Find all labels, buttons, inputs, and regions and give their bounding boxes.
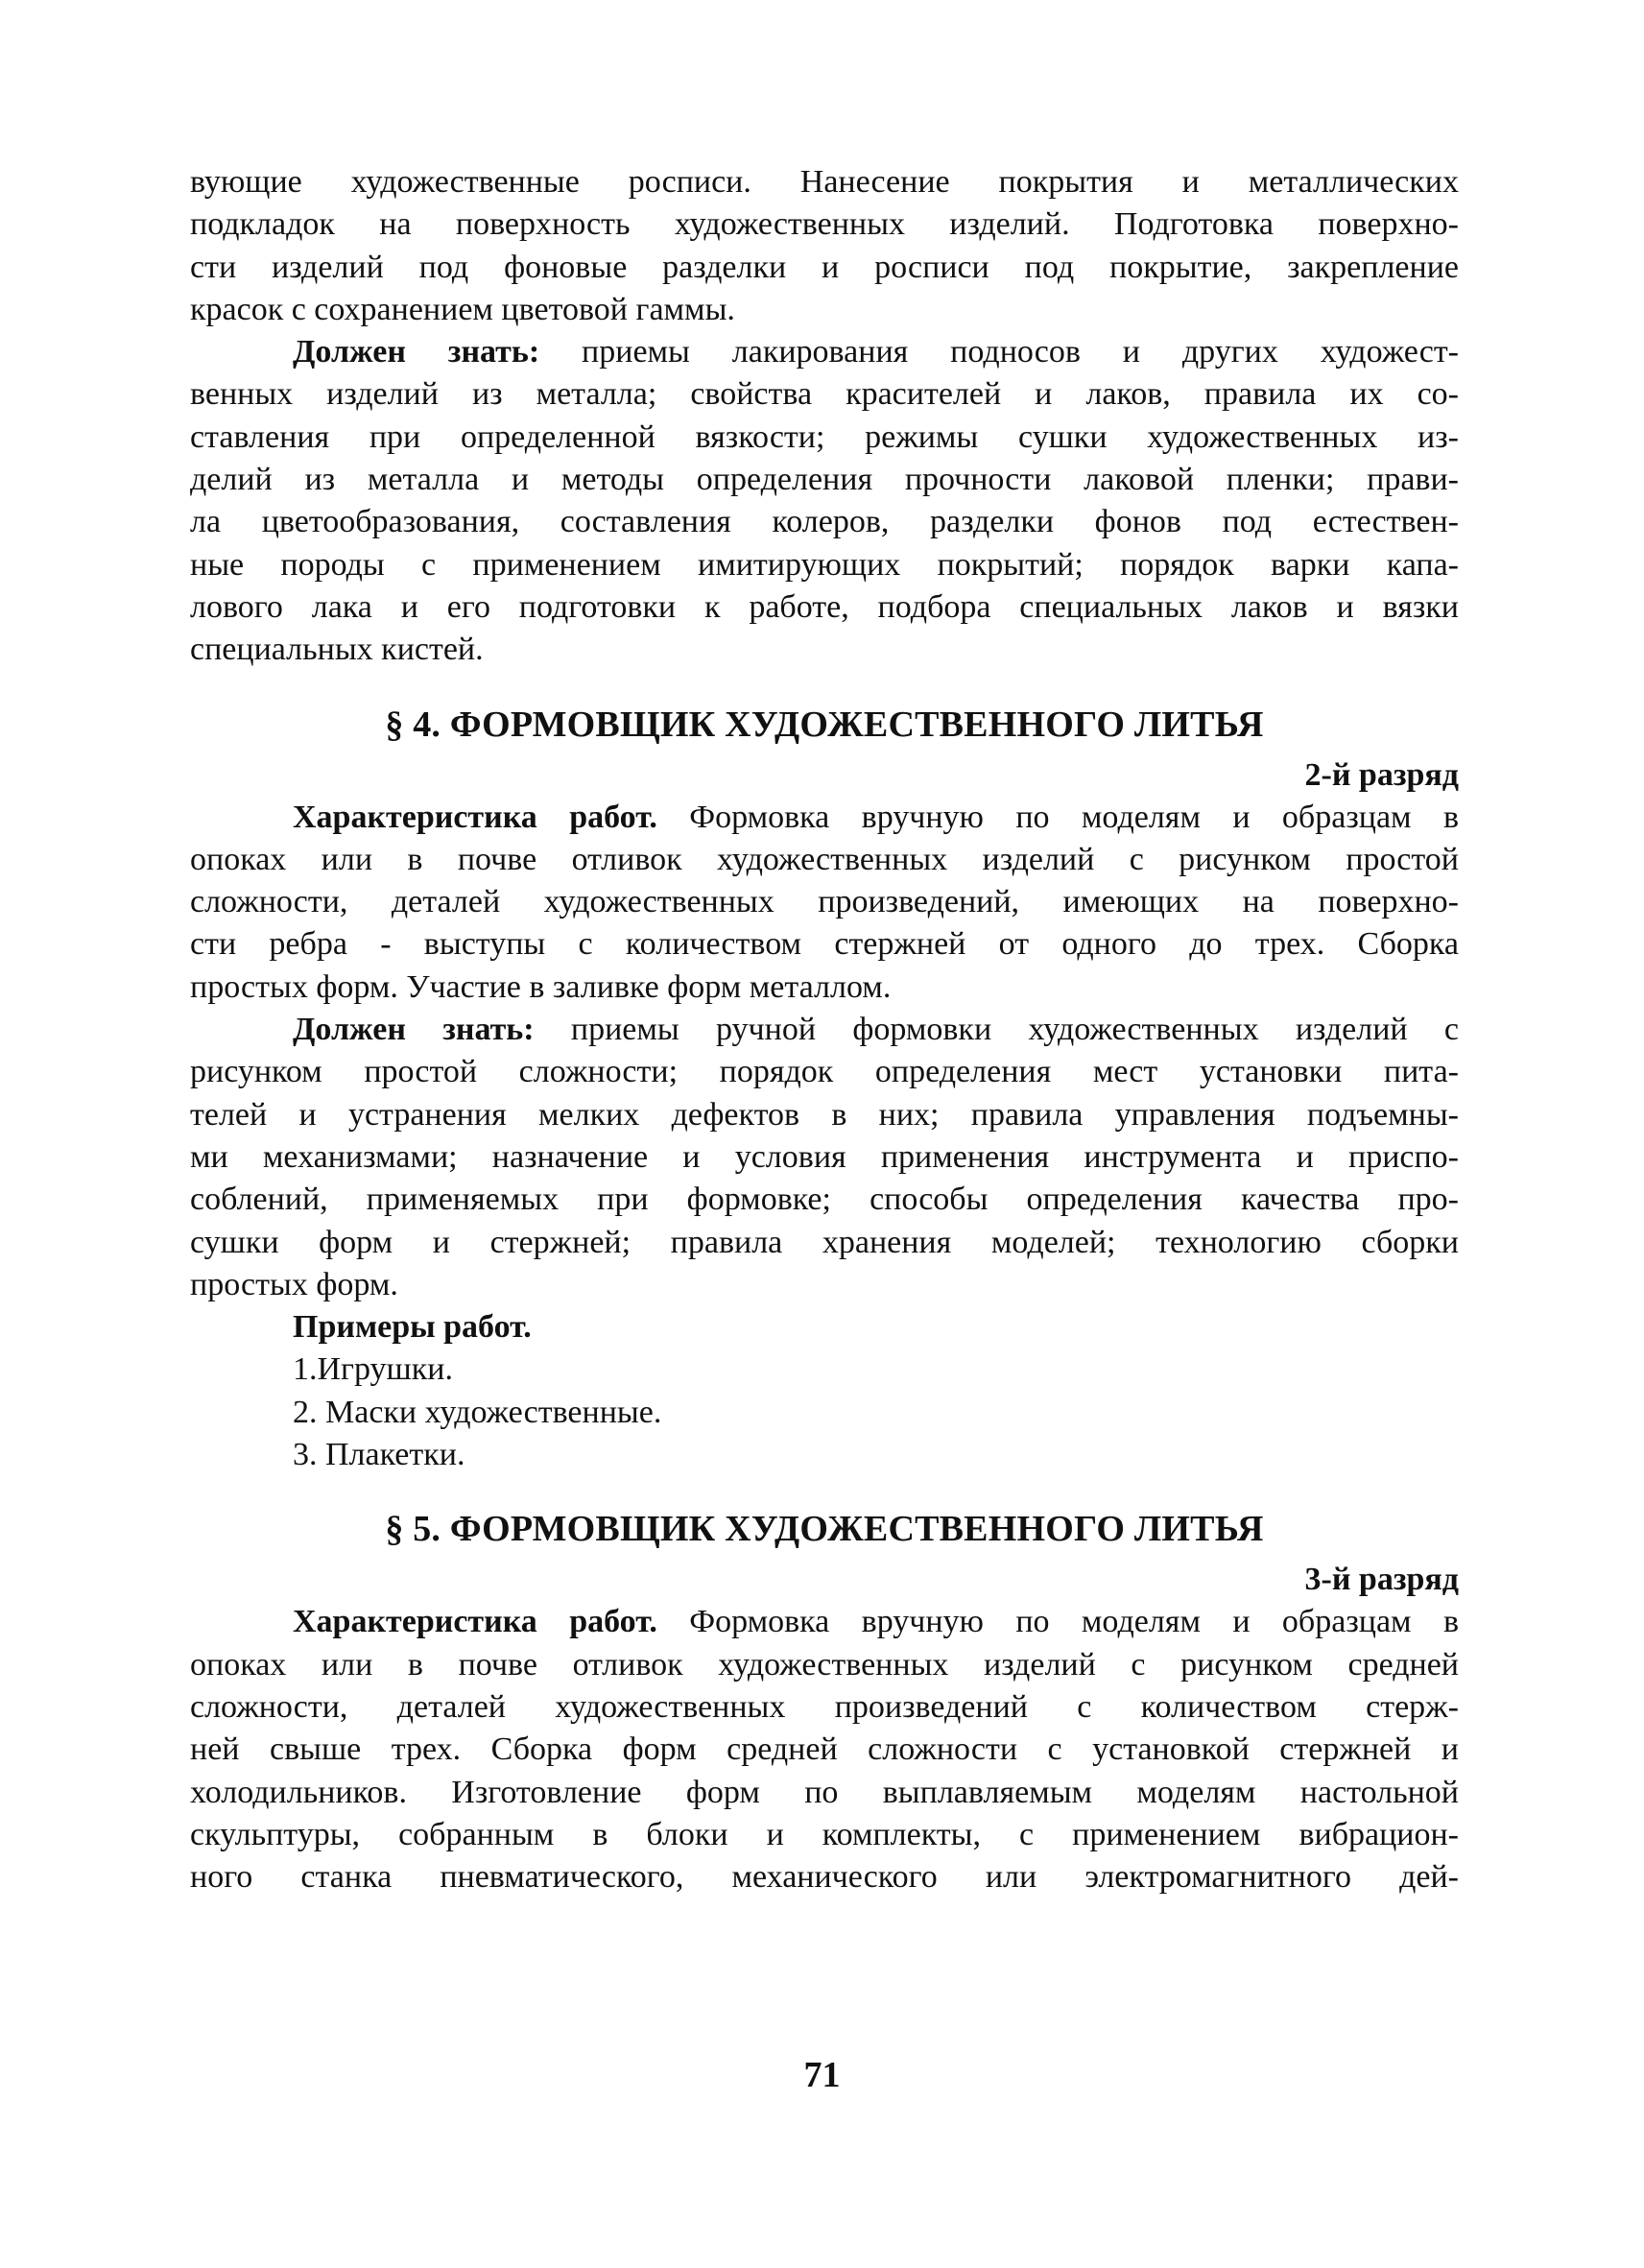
text-line: скульптуры, собранным в блоки и комплекты, с применением вибрацион- xyxy=(190,1816,1459,1852)
characteristic-label: Характеристика работ. xyxy=(293,799,657,835)
text-line: специальных кистей. xyxy=(190,632,484,668)
text-line: сти ребра - выступы с количеством стержней от одного до трех. Сборка xyxy=(190,926,1459,963)
example-item: 2. Маски художественные. xyxy=(293,1394,662,1430)
text-run: Формовка вручную по моделям и образцам в xyxy=(656,1604,1459,1640)
text-line: опоках или в почве отливок художественных изделий с рисунком простой xyxy=(190,841,1459,877)
text-line: простых форм. Участие в заливке форм металлом. xyxy=(190,968,892,1005)
text-line xyxy=(190,1601,1459,1643)
intro-paragraph xyxy=(190,161,1459,331)
must-know-paragraph xyxy=(190,331,1459,671)
text-line: делий из металла и методы определения прочности лаковой пленки; прави- xyxy=(190,462,1459,498)
text-line: ного станка пневматического, механического или электромагнитного дей- xyxy=(190,1859,1459,1896)
text-line xyxy=(190,1009,1459,1051)
must-know-label: Должен знать: xyxy=(293,334,540,370)
text-line: сти изделий под фоновые разделки и росписи под покрытие, закрепление xyxy=(190,249,1459,285)
text-line: лового лака и его подготовки к работе, подбора специальных лаков и вязки xyxy=(190,588,1459,625)
text-run: приемы лакирования подносов и других художест- xyxy=(539,334,1459,370)
text-line: подкладок на поверхность художественных изделий. Подготовка поверхно- xyxy=(190,206,1459,243)
section-4-grade: 2-й разряд xyxy=(1304,756,1459,793)
example-item: 1.Игрушки. xyxy=(293,1351,453,1388)
document-page xyxy=(190,161,1459,1898)
text-line: рисунком простой сложности; порядок определения мест установки пита- xyxy=(190,1054,1459,1090)
text-line: ставления при определенной вязкости; режимы сушки художественных из- xyxy=(190,418,1459,455)
text-line: ми механизмами; назначение и условия применения инструмента и приспо- xyxy=(190,1138,1459,1175)
section-4-heading: § 4. ФОРМОВЩИК ХУДОЖЕСТВЕННОГО ЛИТЬЯ xyxy=(385,704,1264,745)
text-line: венных изделий из металла; свойства красителей и лаков, правила их со- xyxy=(190,376,1459,413)
text-line: ла цветообразования, составления колеров, разделки фонов под естествен- xyxy=(190,504,1459,540)
text-line: вующие художественные росписи. Нанесение покрытия и металлических xyxy=(190,164,1459,200)
section-5-characteristic xyxy=(190,1601,1459,1898)
text-line: телей и устранения мелких дефектов в них; правила управления подъемны- xyxy=(190,1096,1459,1133)
text-line: сложности, деталей художественных произведений с количеством стерж- xyxy=(190,1688,1459,1725)
text-line: ные породы с применением имитирующих покрытий; порядок варки капа- xyxy=(190,546,1459,583)
section-4-must-know xyxy=(190,1009,1459,1306)
text-run: Формовка вручную по моделям и образцам в xyxy=(656,799,1459,835)
text-line: соблений, применяемых при формовке; способы определения качества про- xyxy=(190,1182,1459,1218)
examples-label: Примеры работ. xyxy=(293,1309,532,1346)
section-4-characteristic xyxy=(190,797,1459,1009)
text-line: красок с сохранением цветовой гаммы. xyxy=(190,291,735,327)
section-5-heading: § 5. ФОРМОВЩИК ХУДОЖЕСТВЕННОГО ЛИТЬЯ xyxy=(385,1509,1264,1550)
characteristic-label: Характеристика работ. xyxy=(293,1604,657,1640)
must-know-label: Должен знать: xyxy=(293,1012,535,1048)
text-line: сушки форм и стержней; правила хранения моделей; технологию сборки xyxy=(190,1224,1459,1260)
text-line xyxy=(190,797,1459,839)
text-line: холодильников. Изготовление форм по выплавляемым моделям настольной xyxy=(190,1774,1459,1810)
text-line: ней свыше трех. Сборка форм средней сложности с установкой стержней и xyxy=(190,1731,1459,1768)
page-number: 71 xyxy=(803,2055,841,2095)
text-line: простых форм. xyxy=(190,1266,398,1302)
section-5-grade: 3-й разряд xyxy=(1304,1562,1459,1598)
text-line: сложности, деталей художественных произведений, имеющих на поверхно- xyxy=(190,884,1459,920)
text-line: опоках или в почве отливок художественных изделий с рисунком средней xyxy=(190,1646,1459,1683)
text-line xyxy=(190,331,1459,373)
text-run: приемы ручной формовки художественных изделий с xyxy=(534,1012,1460,1048)
example-item: 3. Плакетки. xyxy=(293,1437,465,1473)
